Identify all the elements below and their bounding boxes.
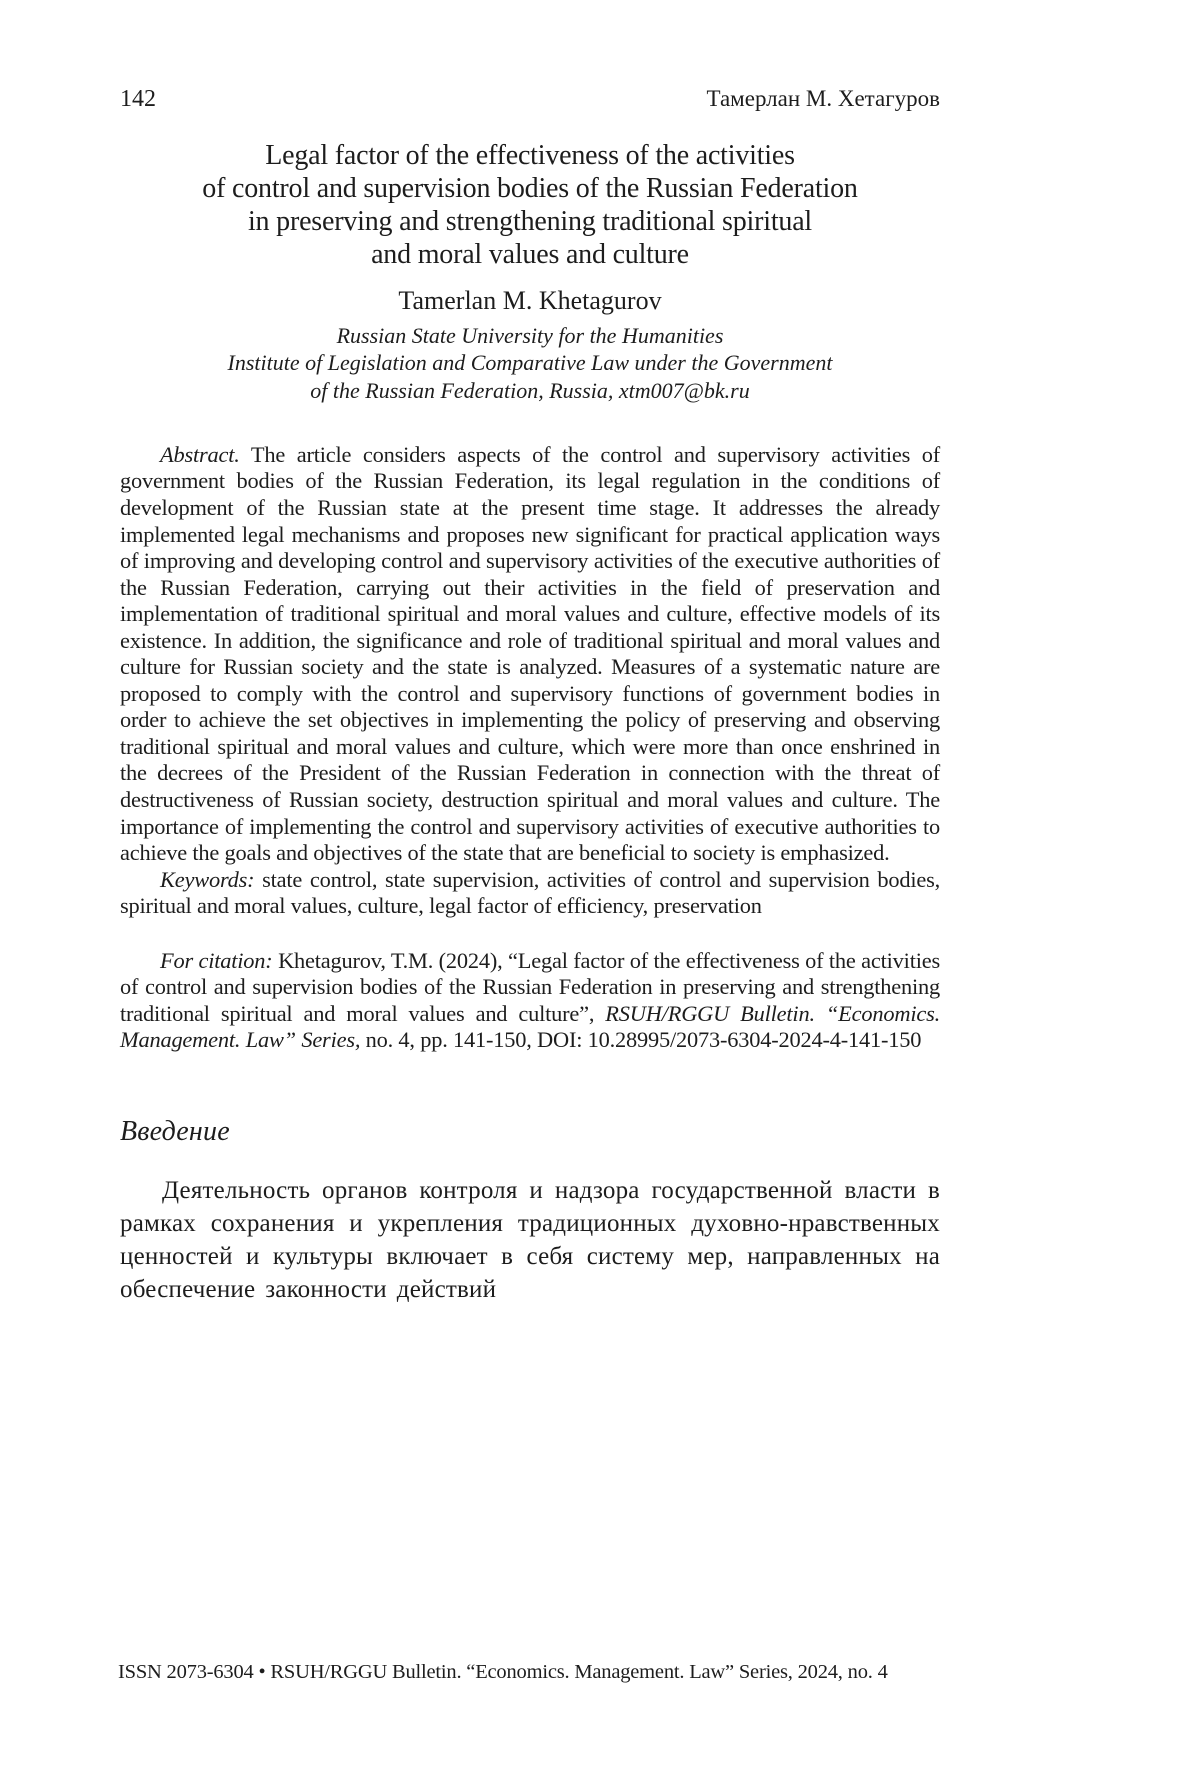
article-title: Legal factor of the effectiveness of the activities of control and supervision bodies of the Russian Federation in preserving and strengthening traditional spiritual and moral values and culture xyxy=(202,140,858,271)
author-name: Tamerlan M. Khetagurov xyxy=(398,286,662,316)
abstract-block xyxy=(120,442,940,920)
section-heading-introduction: Введение xyxy=(120,1115,230,1147)
citation-paragraph xyxy=(120,948,940,1054)
running-header xyxy=(120,86,940,113)
keywords-label: Keywords: xyxy=(160,866,255,892)
abstract-label: Abstract. xyxy=(160,441,240,467)
citation-label: For citation: xyxy=(160,947,273,973)
running-head-author: Тамерлан М. Хетагуров xyxy=(706,86,940,111)
keywords-text: state control, state supervision, activities of control and supervision bodies, spiritual and moral values, culture, legal factor of efficiency, preservation xyxy=(120,866,940,919)
author-affiliation: Russian State University for the Humanities Institute of Legislation and Comparative Law under the Government of the Russian Federation, Russia, xtm007@bk.ru xyxy=(227,323,833,403)
citation-journal-title: RSUH/RGGU Bulletin. “Economics. Management. Law” Series, xyxy=(120,1000,940,1053)
keywords-paragraph xyxy=(120,867,940,920)
citation-block xyxy=(120,948,940,1054)
page-number: 142 xyxy=(120,86,156,112)
citation-tail: no. 4, pp. 141-150, DOI: 10.28995/2073-6304-2024-4-141-150 xyxy=(360,1027,922,1053)
footer-issn-line: ISSN 2073-6304 • RSUH/RGGU Bulletin. “Economics. Management. Law” Series, 2024, no. 4 xyxy=(118,1661,888,1683)
abstract-paragraph xyxy=(120,442,940,867)
introduction-paragraph: Деятельность органов контроля и надзора государственной власти в рамках сохранения и укрепления традиционных духовно-нравственных ценностей и культуры включает в себя систему мер, направленных на обеспечение законности действий xyxy=(120,1176,940,1303)
citation-body: Khetagurov, T.M. (2024), “Legal factor of the effectiveness of the activities of control and supervision bodies of the Russian Federation in preserving and strengthening traditional spiritual and moral values and culture”, xyxy=(120,947,940,1026)
abstract-text: The article considers aspects of the control and supervisory activities of government bodies of the Russian Federation, its legal regulation in the conditions of development of the Russian state at the present time stage. It addresses the already implemented legal mechanisms and proposes new significant for practical application ways of improving and developing control and supervisory activities of the executive authorities of the Russian Federation, carrying out their activities in the field of preservation and implementation of traditional spiritual and moral values and culture, effective models of its existence. In addition, the significance and role of traditional spiritual and moral values and culture for Russian society and the state is analyzed. Measures of a systematic nature are proposed to comply with the control and supervisory functions of government bodies in order to achieve the set objectives in implementing the policy of preserving and observing traditional spiritual and moral values and culture, which were more than once enshrined in the decrees of the President of the Russian Federation in connection with the threat of destructiveness of Russian society, destruction spiritual and moral values and culture. The importance of implementing the control and supervisory activities of executive authorities to achieve the goals and objectives of the state that are beneficial to society is emphasized. xyxy=(120,441,940,866)
